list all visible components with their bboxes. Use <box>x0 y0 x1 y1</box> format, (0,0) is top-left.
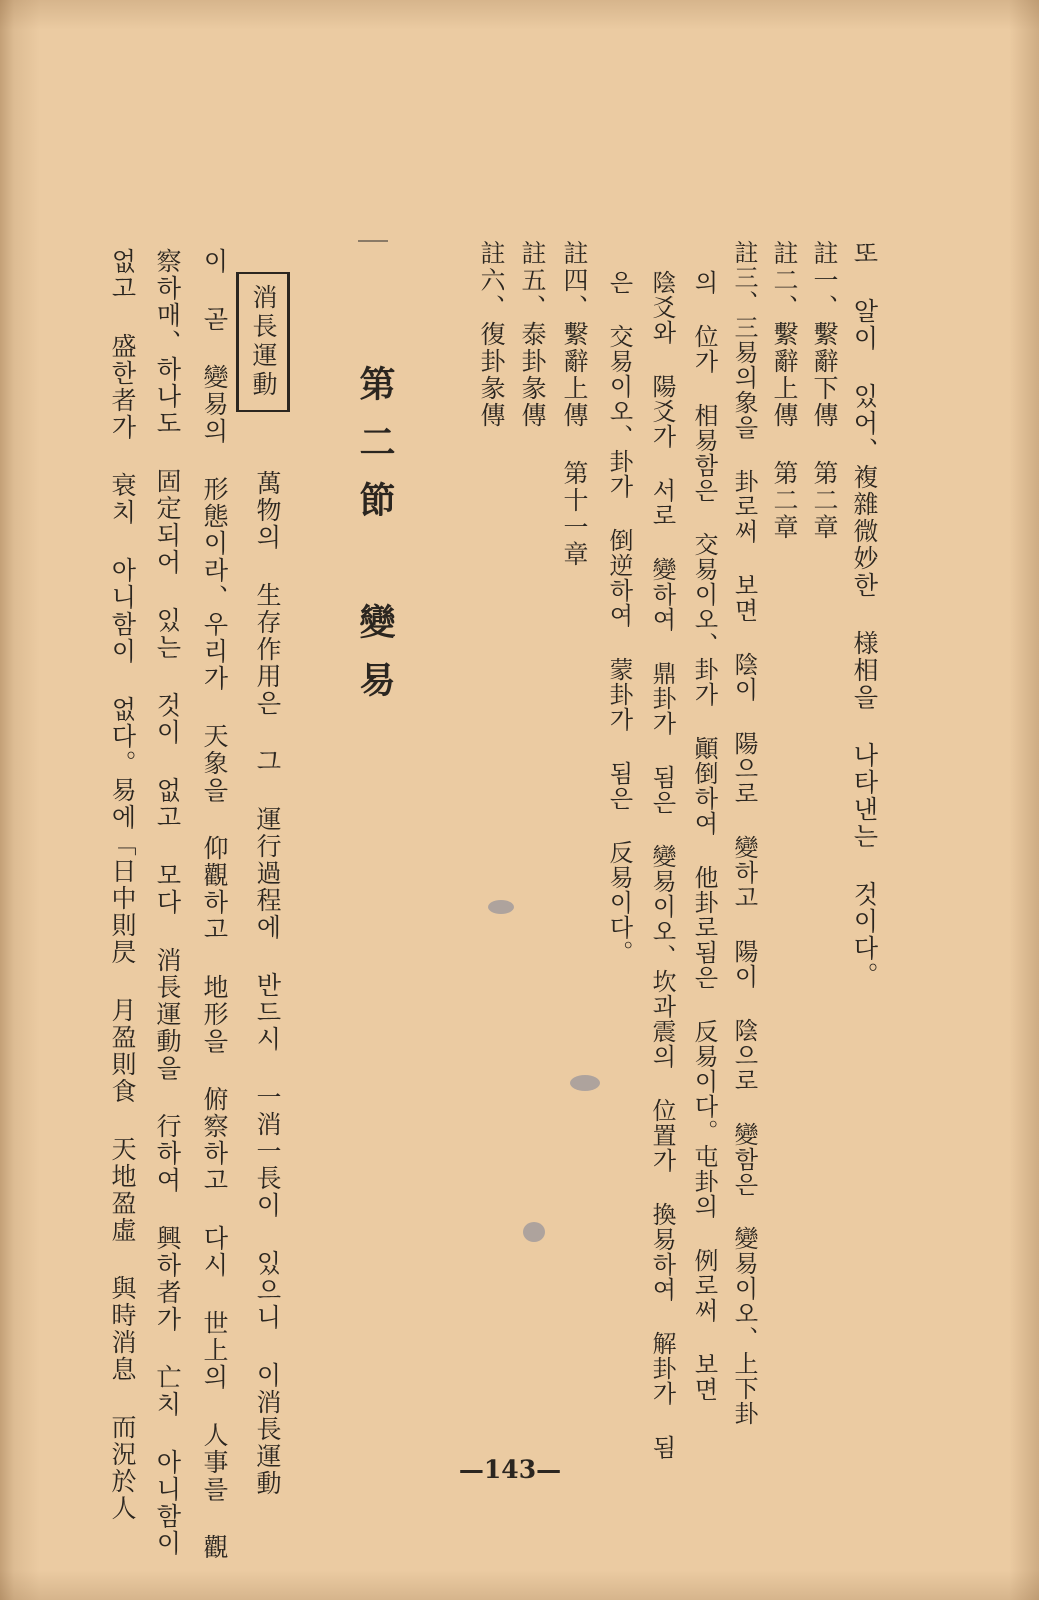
footnote-4: 註四、繫辭上傳 第十一章 <box>560 240 589 568</box>
body-column: 萬物의 生存作用은 그 運行過程에 반드시 一消一長이 있으니 이消長運動 <box>253 470 282 1497</box>
footnote-3: 註三、三易의象을 卦로써 보면 陰이 陽으로 變하고 陽이 陰으로 變함은 變易이오、上下卦 <box>730 240 758 1426</box>
ink-stain <box>523 1222 545 1242</box>
footnote-6: 註六、復卦彖傳 <box>477 240 506 429</box>
footnote-3-cont: 은 交易이오、卦가 倒逆하여 蒙卦가 됨은 反易이다。 <box>605 270 633 965</box>
footnote-3-cont: 陰爻와 陽爻가 서로 變하여 鼎卦가 됨은 變易이오、坎과震의 位置가 換易하여 解卦가 됨 <box>648 270 676 1460</box>
subsection-label: 消長運動 <box>236 272 290 412</box>
body-column: 없고 盛한者가 衰치 아니함이 없다。易에「日中則昃 月盈則食 天地盈虛 與時消息 而況於人 <box>108 248 137 1522</box>
page-number: —143— <box>458 1455 562 1484</box>
section-heading: 第二節 變易 <box>354 365 396 719</box>
heading-rule <box>358 240 388 242</box>
ink-stain <box>570 1075 600 1091</box>
footnote-3-cont: 의 位가 相易함은 交易이오、卦가 顚倒하여 他卦로됨은 反易이다。屯卦의 例로써 보면 <box>690 270 718 1402</box>
body-column: 이 곧 變易의 形態이라、우리가 天象을 仰觀하고 地形을 俯察하고 다시 世上의 人事를 觀 <box>200 248 229 1561</box>
ink-stain <box>488 900 514 914</box>
text-column: 또 알이 있어、複雜微妙한 様相을 나타낸는 것이다。 <box>850 240 879 989</box>
body-column: 察하매、하나도 固定되어 있는 것이 없고 모다 消長運動을 行하여 興하者가 亡치 아니함이 <box>153 248 182 1557</box>
footnote-5: 註五、泰卦彖傳 <box>518 240 547 429</box>
footnote-1: 註一、繫辭下傳 第二章 <box>810 240 839 541</box>
footnote-2: 註二、繫辭上傳 第二章 <box>770 240 799 541</box>
